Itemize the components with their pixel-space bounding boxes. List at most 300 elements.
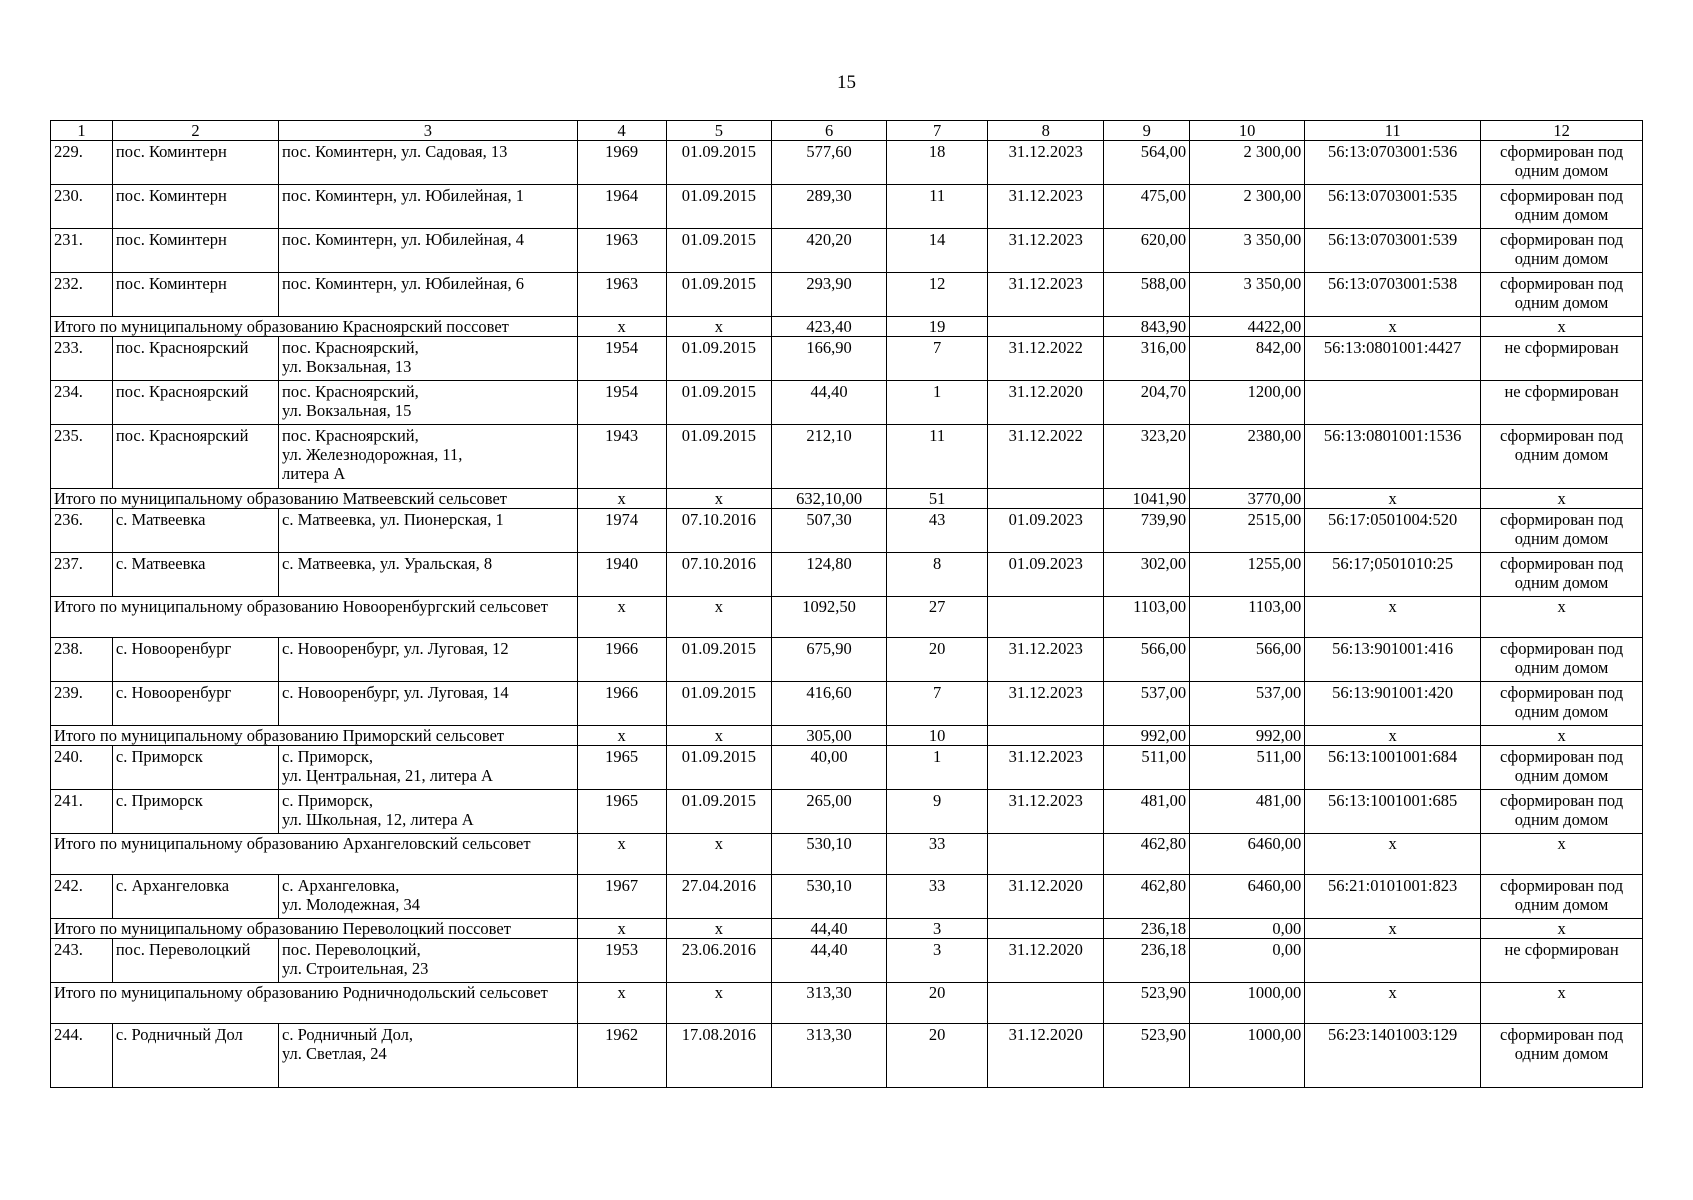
column-10-value: 6460,00 (1190, 875, 1305, 919)
house-address: с. Матвеевка, ул. Пионерская, 1 (279, 509, 578, 553)
recognition-date: 01.09.2015 (666, 638, 771, 682)
subtotal-column-9: 523,90 (1104, 983, 1190, 1024)
residents-count: 7 (887, 682, 988, 726)
build-year: 1964 (577, 185, 666, 229)
residents-count: 14 (887, 229, 988, 273)
land-status: сформирован под одним домом (1481, 746, 1643, 790)
subtotal-label: Итого по муниципальному образованию Родничнодольский сельсовет (51, 983, 578, 1024)
cadastral-number: 56:13:0703001:536 (1305, 141, 1481, 185)
subtotal-x: x (1481, 489, 1643, 509)
table-row (51, 939, 1643, 983)
land-status: сформирован под одним домом (1481, 185, 1643, 229)
house-address: с. Родничный Дол, ул. Светлая, 24 (279, 1024, 578, 1088)
subtotal-row (51, 489, 1643, 509)
subtotal-row (51, 919, 1643, 939)
column-10-value: 3 350,00 (1190, 229, 1305, 273)
living-area: 420,20 (772, 229, 887, 273)
resettlement-deadline: 31.12.2023 (988, 229, 1104, 273)
land-area: 316,00 (1104, 337, 1190, 381)
build-year: 1963 (577, 229, 666, 273)
row-number: 235. (51, 425, 113, 489)
residents-count: 33 (887, 875, 988, 919)
settlement-name: с. Архангеловка (112, 875, 278, 919)
residents-count: 3 (887, 939, 988, 983)
subtotal-row (51, 317, 1643, 337)
settlement-name: пос. Коминтерн (112, 229, 278, 273)
living-area: 416,60 (772, 682, 887, 726)
subtotal-x: x (666, 834, 771, 875)
recognition-date: 01.09.2015 (666, 746, 771, 790)
subtotal-area: 44,40 (772, 919, 887, 939)
cadastral-number (1305, 381, 1481, 425)
subtotal-x: x (666, 919, 771, 939)
row-number: 231. (51, 229, 113, 273)
build-year: 1966 (577, 638, 666, 682)
subtotal-area: 530,10 (772, 834, 887, 875)
column-10-value: 537,00 (1190, 682, 1305, 726)
land-area: 537,00 (1104, 682, 1190, 726)
house-address: с. Новооренбург, ул. Луговая, 14 (279, 682, 578, 726)
resettlement-deadline: 31.12.2023 (988, 746, 1104, 790)
row-number: 241. (51, 790, 113, 834)
page-number: 15 (837, 72, 856, 93)
resettlement-deadline: 31.12.2022 (988, 425, 1104, 489)
column-number: 2 (112, 121, 278, 141)
residents-count: 20 (887, 638, 988, 682)
subtotal-x: x (1481, 834, 1643, 875)
cadastral-number: 56:13:0703001:539 (1305, 229, 1481, 273)
build-year: 1954 (577, 337, 666, 381)
row-number: 237. (51, 553, 113, 597)
residents-count: 7 (887, 337, 988, 381)
column-10-value: 3 350,00 (1190, 273, 1305, 317)
house-address: пос. Коминтерн, ул. Юбилейная, 4 (279, 229, 578, 273)
living-area: 40,00 (772, 746, 887, 790)
residents-count: 43 (887, 509, 988, 553)
row-number: 240. (51, 746, 113, 790)
land-status: сформирован под одним домом (1481, 790, 1643, 834)
subtotal-x: x (1305, 919, 1481, 939)
living-area: 289,30 (772, 185, 887, 229)
settlement-name: с. Новооренбург (112, 682, 278, 726)
subtotal-area: 632,10,00 (772, 489, 887, 509)
row-number: 233. (51, 337, 113, 381)
land-status: сформирован под одним домом (1481, 141, 1643, 185)
subtotal-empty-cell (988, 726, 1104, 746)
house-address: с. Архангеловка, ул. Молодежная, 34 (279, 875, 578, 919)
settlement-name: с. Приморск (112, 790, 278, 834)
land-status: не сформирован (1481, 939, 1643, 983)
subtotal-column-9: 1103,00 (1104, 597, 1190, 638)
table-row (51, 273, 1643, 317)
build-year: 1965 (577, 746, 666, 790)
cadastral-number: 56:13:0801001:1536 (1305, 425, 1481, 489)
subtotal-column-9: 462,80 (1104, 834, 1190, 875)
subtotal-area: 305,00 (772, 726, 887, 746)
residents-count: 11 (887, 425, 988, 489)
cadastral-number (1305, 939, 1481, 983)
living-area: 577,60 (772, 141, 887, 185)
build-year: 1963 (577, 273, 666, 317)
subtotal-x: x (666, 597, 771, 638)
subtotal-column-10: 4422,00 (1190, 317, 1305, 337)
cadastral-number: 56:13:0801001:4427 (1305, 337, 1481, 381)
table-row (51, 746, 1643, 790)
subtotal-empty-cell (988, 597, 1104, 638)
land-area: 302,00 (1104, 553, 1190, 597)
resettlement-deadline: 31.12.2023 (988, 682, 1104, 726)
build-year: 1969 (577, 141, 666, 185)
table-row (51, 509, 1643, 553)
subtotal-x: x (577, 489, 666, 509)
column-number: 7 (887, 121, 988, 141)
row-number: 244. (51, 1024, 113, 1088)
land-area: 566,00 (1104, 638, 1190, 682)
resettlement-deadline: 31.12.2020 (988, 381, 1104, 425)
land-status: сформирован под одним домом (1481, 553, 1643, 597)
build-year: 1953 (577, 939, 666, 983)
cadastral-number: 56:13:1001001:684 (1305, 746, 1481, 790)
subtotal-x: x (1305, 983, 1481, 1024)
recognition-date: 01.09.2015 (666, 425, 771, 489)
row-number: 232. (51, 273, 113, 317)
resettlement-deadline: 31.12.2023 (988, 273, 1104, 317)
land-area: 204,70 (1104, 381, 1190, 425)
column-number: 10 (1190, 121, 1305, 141)
build-year: 1974 (577, 509, 666, 553)
subtotal-column-10: 992,00 (1190, 726, 1305, 746)
land-area: 620,00 (1104, 229, 1190, 273)
resettlement-deadline: 31.12.2023 (988, 185, 1104, 229)
settlement-name: с. Приморск (112, 746, 278, 790)
residents-count: 1 (887, 381, 988, 425)
settlement-name: с. Матвеевка (112, 509, 278, 553)
subtotal-column-9: 992,00 (1104, 726, 1190, 746)
subtotal-column-9: 1041,90 (1104, 489, 1190, 509)
recognition-date: 01.09.2015 (666, 790, 771, 834)
land-area: 475,00 (1104, 185, 1190, 229)
residents-count: 1 (887, 746, 988, 790)
column-number: 6 (772, 121, 887, 141)
table-row (51, 425, 1643, 489)
land-status: сформирован под одним домом (1481, 875, 1643, 919)
cadastral-number: 56:13:0703001:535 (1305, 185, 1481, 229)
recognition-date: 01.09.2015 (666, 381, 771, 425)
subtotal-empty-cell (988, 919, 1104, 939)
land-area: 323,20 (1104, 425, 1190, 489)
housing-table (50, 120, 1643, 1088)
recognition-date: 01.09.2015 (666, 682, 771, 726)
subtotal-x: x (1481, 726, 1643, 746)
build-year: 1954 (577, 381, 666, 425)
settlement-name: пос. Красноярский (112, 425, 278, 489)
recognition-date: 07.10.2016 (666, 553, 771, 597)
recognition-date: 17.08.2016 (666, 1024, 771, 1088)
living-area: 212,10 (772, 425, 887, 489)
recognition-date: 07.10.2016 (666, 509, 771, 553)
table-row (51, 185, 1643, 229)
house-address: пос. Коминтерн, ул. Юбилейная, 6 (279, 273, 578, 317)
table-row (51, 141, 1643, 185)
settlement-name: с. Матвеевка (112, 553, 278, 597)
cadastral-number: 56:13:901001:416 (1305, 638, 1481, 682)
cadastral-number: 56:17;0501010:25 (1305, 553, 1481, 597)
column-number: 3 (279, 121, 578, 141)
subtotal-column-9: 843,90 (1104, 317, 1190, 337)
settlement-name: с. Новооренбург (112, 638, 278, 682)
table-row (51, 638, 1643, 682)
recognition-date: 01.09.2015 (666, 273, 771, 317)
subtotal-residents: 10 (887, 726, 988, 746)
subtotal-column-10: 6460,00 (1190, 834, 1305, 875)
row-number: 238. (51, 638, 113, 682)
column-number-row (51, 121, 1643, 141)
column-number: 4 (577, 121, 666, 141)
residents-count: 12 (887, 273, 988, 317)
table-row (51, 229, 1643, 273)
subtotal-column-10: 1000,00 (1190, 983, 1305, 1024)
resettlement-deadline: 31.12.2022 (988, 337, 1104, 381)
land-status: не сформирован (1481, 337, 1643, 381)
subtotal-column-10: 0,00 (1190, 919, 1305, 939)
subtotal-x: x (1481, 983, 1643, 1024)
recognition-date: 01.09.2015 (666, 141, 771, 185)
build-year: 1940 (577, 553, 666, 597)
row-number: 242. (51, 875, 113, 919)
table-row (51, 553, 1643, 597)
resettlement-deadline: 01.09.2023 (988, 553, 1104, 597)
subtotal-x: x (666, 317, 771, 337)
residents-count: 18 (887, 141, 988, 185)
subtotal-label: Итого по муниципальному образованию Архангеловский сельсовет (51, 834, 578, 875)
subtotal-x: x (577, 597, 666, 638)
land-status: сформирован под одним домом (1481, 273, 1643, 317)
subtotal-x: x (666, 726, 771, 746)
subtotal-area: 313,30 (772, 983, 887, 1024)
subtotal-column-9: 236,18 (1104, 919, 1190, 939)
subtotal-empty-cell (988, 489, 1104, 509)
settlement-name: пос. Красноярский (112, 337, 278, 381)
column-10-value: 2515,00 (1190, 509, 1305, 553)
resettlement-deadline: 01.09.2023 (988, 509, 1104, 553)
resettlement-deadline: 31.12.2023 (988, 141, 1104, 185)
living-area: 507,30 (772, 509, 887, 553)
subtotal-label: Итого по муниципальному образованию Матвеевский сельсовет (51, 489, 578, 509)
land-status: сформирован под одним домом (1481, 509, 1643, 553)
subtotal-column-10: 1103,00 (1190, 597, 1305, 638)
subtotal-label: Итого по муниципальному образованию Приморский сельсовет (51, 726, 578, 746)
residents-count: 8 (887, 553, 988, 597)
table-row (51, 875, 1643, 919)
residents-count: 11 (887, 185, 988, 229)
subtotal-row (51, 597, 1643, 638)
subtotal-x: x (666, 983, 771, 1024)
settlement-name: пос. Коминтерн (112, 185, 278, 229)
table-row (51, 337, 1643, 381)
build-year: 1967 (577, 875, 666, 919)
land-area: 462,80 (1104, 875, 1190, 919)
row-number: 236. (51, 509, 113, 553)
living-area: 44,40 (772, 381, 887, 425)
column-number: 12 (1481, 121, 1643, 141)
land-area: 236,18 (1104, 939, 1190, 983)
subtotal-x: x (1305, 834, 1481, 875)
land-area: 739,90 (1104, 509, 1190, 553)
build-year: 1943 (577, 425, 666, 489)
column-number: 9 (1104, 121, 1190, 141)
subtotal-row (51, 834, 1643, 875)
land-status: сформирован под одним домом (1481, 682, 1643, 726)
subtotal-residents: 51 (887, 489, 988, 509)
table-row (51, 790, 1643, 834)
subtotal-x: x (1305, 489, 1481, 509)
cadastral-number: 56:21:0101001:823 (1305, 875, 1481, 919)
living-area: 530,10 (772, 875, 887, 919)
settlement-name: пос. Коминтерн (112, 273, 278, 317)
row-number: 229. (51, 141, 113, 185)
subtotal-x: x (1305, 597, 1481, 638)
recognition-date: 27.04.2016 (666, 875, 771, 919)
house-address: пос. Коминтерн, ул. Садовая, 13 (279, 141, 578, 185)
subtotal-row (51, 983, 1643, 1024)
row-number: 239. (51, 682, 113, 726)
resettlement-deadline: 31.12.2020 (988, 1024, 1104, 1088)
recognition-date: 01.09.2015 (666, 337, 771, 381)
settlement-name: пос. Коминтерн (112, 141, 278, 185)
resettlement-deadline: 31.12.2020 (988, 939, 1104, 983)
column-10-value: 2380,00 (1190, 425, 1305, 489)
column-10-value: 842,00 (1190, 337, 1305, 381)
residents-count: 20 (887, 1024, 988, 1088)
living-area: 124,80 (772, 553, 887, 597)
land-status: сформирован под одним домом (1481, 1024, 1643, 1088)
land-status: не сформирован (1481, 381, 1643, 425)
recognition-date: 01.09.2015 (666, 229, 771, 273)
subtotal-residents: 19 (887, 317, 988, 337)
subtotal-x: x (1305, 726, 1481, 746)
land-status: сформирован под одним домом (1481, 638, 1643, 682)
row-number: 243. (51, 939, 113, 983)
land-status: сформирован под одним домом (1481, 229, 1643, 273)
living-area: 675,90 (772, 638, 887, 682)
settlement-name: пос. Переволоцкий (112, 939, 278, 983)
column-10-value: 511,00 (1190, 746, 1305, 790)
column-10-value: 1255,00 (1190, 553, 1305, 597)
living-area: 265,00 (772, 790, 887, 834)
residents-count: 9 (887, 790, 988, 834)
subtotal-residents: 33 (887, 834, 988, 875)
house-address: пос. Красноярский, ул. Вокзальная, 15 (279, 381, 578, 425)
settlement-name: пос. Красноярский (112, 381, 278, 425)
column-number: 11 (1305, 121, 1481, 141)
living-area: 44,40 (772, 939, 887, 983)
subtotal-column-10: 3770,00 (1190, 489, 1305, 509)
column-number: 8 (988, 121, 1104, 141)
land-area: 511,00 (1104, 746, 1190, 790)
house-address: пос. Переволоцкий, ул. Строительная, 23 (279, 939, 578, 983)
recognition-date: 23.06.2016 (666, 939, 771, 983)
build-year: 1962 (577, 1024, 666, 1088)
subtotal-empty-cell (988, 317, 1104, 337)
column-10-value: 566,00 (1190, 638, 1305, 682)
build-year: 1965 (577, 790, 666, 834)
subtotal-label: Итого по муниципальному образованию Новооренбургский сельсовет (51, 597, 578, 638)
column-10-value: 2 300,00 (1190, 185, 1305, 229)
subtotal-x: x (1305, 317, 1481, 337)
house-address: пос. Коминтерн, ул. Юбилейная, 1 (279, 185, 578, 229)
subtotal-empty-cell (988, 834, 1104, 875)
column-10-value: 1200,00 (1190, 381, 1305, 425)
subtotal-label: Итого по муниципальному образованию Красноярский поссовет (51, 317, 578, 337)
build-year: 1966 (577, 682, 666, 726)
land-area: 523,90 (1104, 1024, 1190, 1088)
subtotal-x: x (666, 489, 771, 509)
subtotal-x: x (1481, 919, 1643, 939)
cadastral-number: 56:13:1001001:685 (1305, 790, 1481, 834)
subtotal-residents: 3 (887, 919, 988, 939)
subtotal-label: Итого по муниципальному образованию Переволоцкий поссовет (51, 919, 578, 939)
house-address: с. Приморск, ул. Школьная, 12, литера А (279, 790, 578, 834)
subtotal-residents: 27 (887, 597, 988, 638)
subtotal-x: x (577, 317, 666, 337)
cadastral-number: 56:13:901001:420 (1305, 682, 1481, 726)
land-area: 588,00 (1104, 273, 1190, 317)
land-area: 564,00 (1104, 141, 1190, 185)
table-row (51, 1024, 1643, 1088)
table-row (51, 682, 1643, 726)
column-number: 5 (666, 121, 771, 141)
house-address: с. Приморск, ул. Центральная, 21, литера А (279, 746, 578, 790)
living-area: 293,90 (772, 273, 887, 317)
column-number: 1 (51, 121, 113, 141)
settlement-name: с. Родничный Дол (112, 1024, 278, 1088)
living-area: 313,30 (772, 1024, 887, 1088)
living-area: 166,90 (772, 337, 887, 381)
row-number: 230. (51, 185, 113, 229)
land-status: сформирован под одним домом (1481, 425, 1643, 489)
recognition-date: 01.09.2015 (666, 185, 771, 229)
resettlement-deadline: 31.12.2020 (988, 875, 1104, 919)
subtotal-empty-cell (988, 983, 1104, 1024)
subtotal-row (51, 726, 1643, 746)
column-10-value: 2 300,00 (1190, 141, 1305, 185)
subtotal-x: x (1481, 317, 1643, 337)
resettlement-deadline: 31.12.2023 (988, 790, 1104, 834)
subtotal-x: x (577, 726, 666, 746)
house-address: пос. Красноярский, ул. Вокзальная, 13 (279, 337, 578, 381)
subtotal-x: x (577, 919, 666, 939)
subtotal-x: x (1481, 597, 1643, 638)
land-area: 481,00 (1104, 790, 1190, 834)
column-10-value: 481,00 (1190, 790, 1305, 834)
cadastral-number: 56:23:1401003:129 (1305, 1024, 1481, 1088)
cadastral-number: 56:17:0501004:520 (1305, 509, 1481, 553)
subtotal-x: x (577, 834, 666, 875)
subtotal-residents: 20 (887, 983, 988, 1024)
subtotal-area: 1092,50 (772, 597, 887, 638)
cadastral-number: 56:13:0703001:538 (1305, 273, 1481, 317)
row-number: 234. (51, 381, 113, 425)
house-address: с. Новооренбург, ул. Луговая, 12 (279, 638, 578, 682)
resettlement-deadline: 31.12.2023 (988, 638, 1104, 682)
house-address: пос. Красноярский, ул. Железнодорожная, 11, литера А (279, 425, 578, 489)
column-10-value: 0,00 (1190, 939, 1305, 983)
column-10-value: 1000,00 (1190, 1024, 1305, 1088)
table-row (51, 381, 1643, 425)
house-address: с. Матвеевка, ул. Уральская, 8 (279, 553, 578, 597)
subtotal-area: 423,40 (772, 317, 887, 337)
subtotal-x: x (577, 983, 666, 1024)
